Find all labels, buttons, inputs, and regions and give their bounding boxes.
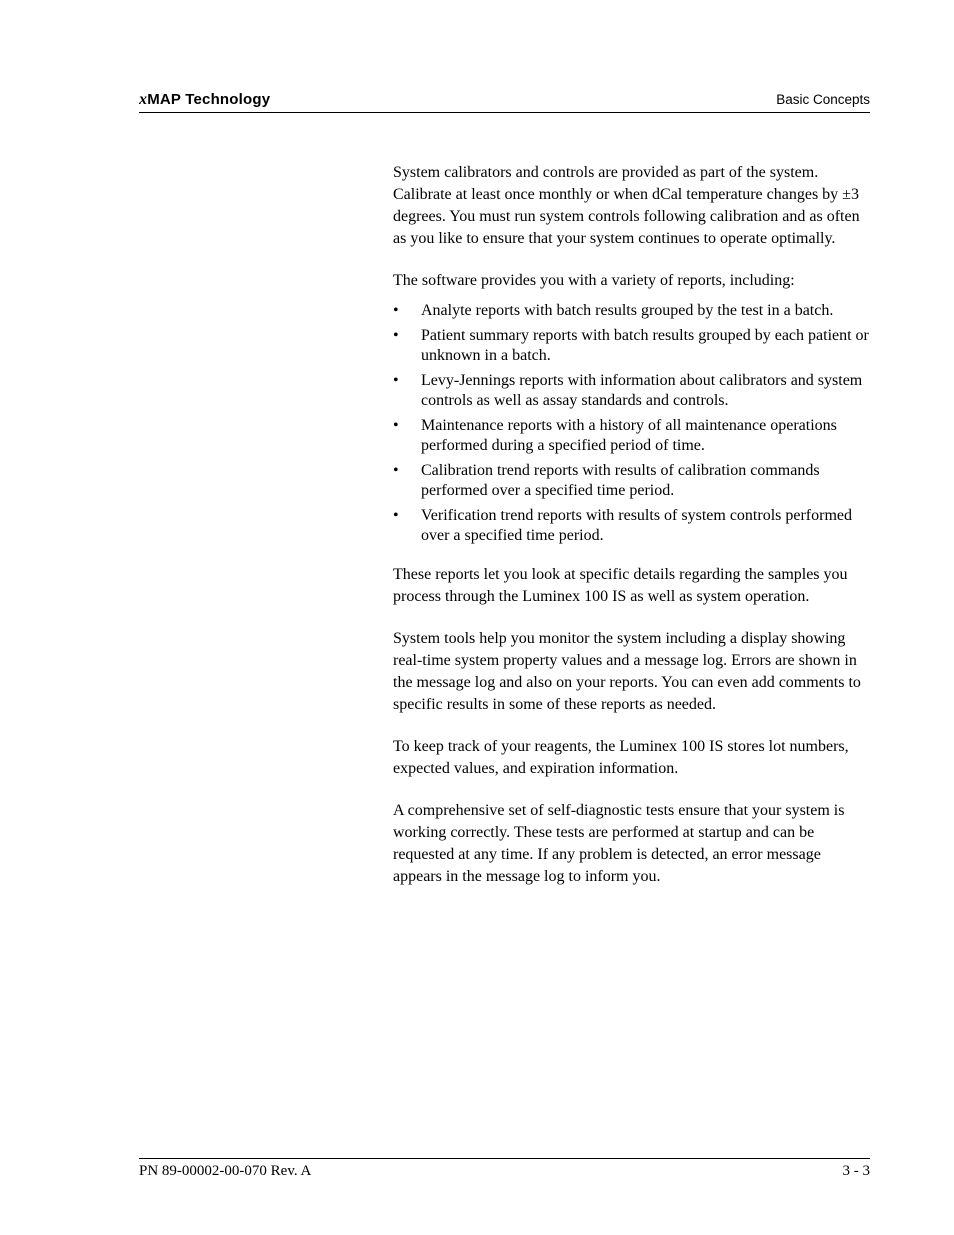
reports-list: [393, 301, 873, 546]
header-title-main: MAP Technology: [147, 91, 271, 108]
list-item: [393, 416, 873, 456]
list-item-text: Maintenance reports with a history of all maintenance operations performed during a specified period of time.: [421, 417, 837, 454]
main-content: [393, 162, 873, 908]
bullet-glyph: •: [393, 302, 399, 319]
paragraph-self-diagnostics: A comprehensive set of self-diagnostic tests ensure that your system is working correctly. These tests are performed at startup and can be requested at any time. If any problem is detected, an error message appears in the message log to inform you.: [393, 802, 845, 885]
list-item-text: Patient summary reports with batch results grouped by each patient or unknown in a batch.: [421, 327, 869, 364]
header-title-prefix: x: [139, 91, 148, 108]
paragraph-calibrators: System calibrators and controls are provided as part of the system. Calibrate at least once monthly or when dCal temperature changes by ±3 degrees. You must run system controls following calibration and as often as you like to ensure that your system continues to operate optimally.: [393, 164, 860, 247]
list-item: [393, 301, 873, 321]
page-header: [139, 90, 870, 113]
list-item-text: Analyte reports with batch results grouped by the test in a batch.: [421, 302, 834, 319]
bullet-glyph: •: [393, 507, 399, 524]
footer-part-number: PN 89-00002-00-070 Rev. A: [139, 1163, 312, 1179]
list-item: [393, 461, 873, 501]
page-footer: [139, 1158, 870, 1179]
bullet-glyph: •: [393, 462, 399, 479]
list-item-text: Levy-Jennings reports with information about calibrators and system controls as well as assay standards and controls.: [421, 372, 863, 409]
bullet-glyph: •: [393, 327, 399, 344]
footer-page-number: 3 - 3: [842, 1163, 870, 1179]
list-item-text: Calibration trend reports with results of calibration commands performed over a specified time period.: [421, 462, 820, 499]
paragraph-system-tools: System tools help you monitor the system including a display showing real-time system property values and a message log. Errors are shown in the message log and also on your reports. You can even add comments to specific results in some of these reports as needed.: [393, 630, 861, 713]
header-title: [139, 91, 270, 109]
list-item-text: Verification trend reports with results of system controls performed over a specified time period.: [421, 507, 852, 544]
paragraph-reports-intro: The software provides you with a variety of reports, including:: [393, 272, 795, 289]
bullet-glyph: •: [393, 372, 399, 389]
bullet-glyph: •: [393, 417, 399, 434]
paragraph-reports-details: These reports let you look at specific details regarding the samples you process through the Luminex 100 IS as well as system operation.: [393, 566, 848, 605]
paragraph-reagents: To keep track of your reagents, the Luminex 100 IS stores lot numbers, expected values, and expiration information.: [393, 738, 849, 777]
list-item: [393, 371, 873, 411]
list-item: [393, 326, 873, 366]
header-section: Basic Concepts: [776, 92, 870, 107]
list-item: [393, 506, 873, 546]
